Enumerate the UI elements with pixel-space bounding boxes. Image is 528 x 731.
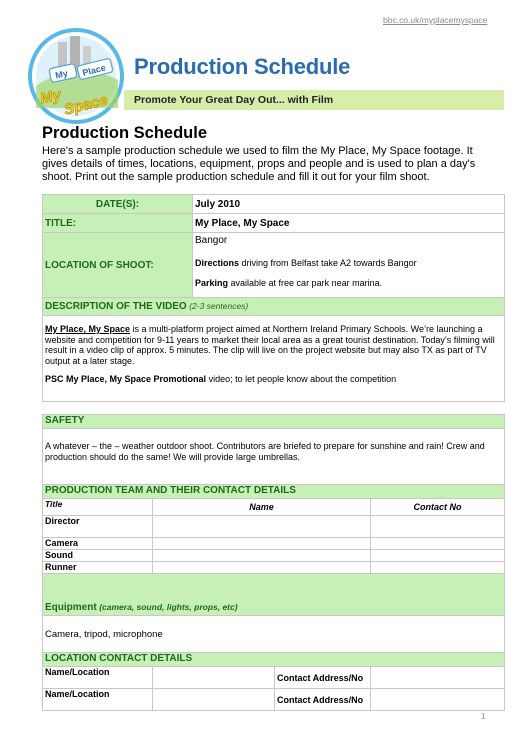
- role-runner: Runner: [43, 562, 153, 574]
- role-sound: Sound: [43, 550, 153, 562]
- intro-paragraph: Here's a sample production schedule we used to film the My Place, My Space footage. It gives details of times, locations, equipment, props and people and is used to plan a day's shoot. Print out the sample production schedule and fill it out for your film shoot.: [42, 145, 476, 183]
- role-camera: Camera: [43, 538, 153, 550]
- team-col-contact: Contact No: [371, 499, 505, 516]
- camera-name-cell[interactable]: [153, 538, 371, 550]
- equipment-row: [43, 616, 505, 653]
- team-row-camera: [43, 538, 505, 550]
- location-name-cell[interactable]: [153, 667, 275, 689]
- sound-name-cell[interactable]: [153, 550, 371, 562]
- team-header-row: [43, 485, 505, 499]
- schedule-table: [42, 194, 505, 402]
- svg-text:My: My: [54, 68, 69, 81]
- location-name-cell[interactable]: [153, 689, 275, 711]
- camera-contact-cell[interactable]: [371, 538, 505, 550]
- team-col-name: Name: [153, 499, 371, 516]
- parking-text: Parking available at free car park near marina.: [195, 278, 383, 288]
- document-title: Production Schedule: [42, 124, 208, 142]
- location-name: Bangor: [195, 235, 228, 246]
- tagline-bar: [124, 90, 504, 110]
- header-title: Production Schedule: [134, 54, 351, 79]
- location-contact-row: [43, 667, 505, 689]
- tagline: Promote Your Great Day Out... with Film: [134, 94, 334, 106]
- page-number: 1: [481, 712, 486, 721]
- location-address-label: Contact Address/No: [275, 667, 371, 689]
- equipment-header-row: [43, 574, 505, 616]
- director-name-cell[interactable]: [153, 516, 371, 538]
- director-contact-cell[interactable]: [371, 516, 505, 538]
- title-value[interactable]: My Place, My Space: [193, 214, 505, 233]
- location-address-cell[interactable]: [371, 667, 505, 689]
- psc-text: PSC My Place, My Space Promotional video; to let people know about the competition: [45, 374, 397, 384]
- title-label: TITLE:: [43, 214, 193, 233]
- safety-row: [43, 429, 505, 485]
- source-url[interactable]: bbc.co.uk/myplacemyspace: [383, 15, 488, 25]
- equipment-hint: (camera, sound, lights, props, etc): [99, 602, 238, 612]
- team-row-director: [43, 516, 505, 538]
- details-table: [42, 414, 505, 711]
- svg-text:My: My: [38, 86, 63, 108]
- team-col-title: Title: [43, 499, 153, 516]
- description-hint: (2-3 sentences): [189, 301, 249, 311]
- role-director: Director: [43, 516, 153, 538]
- title-row: [43, 214, 505, 233]
- dates-label: DATE(S):: [43, 195, 193, 214]
- safety-header-row: [43, 415, 505, 429]
- location-name-label: Name/Location: [43, 689, 153, 711]
- location-contact-label: LOCATION CONTACT DETAILS: [43, 653, 505, 667]
- location-name-label: Name/Location: [43, 667, 153, 689]
- my-place-my-space-logo: [28, 28, 124, 124]
- location-label: LOCATION OF SHOOT:: [43, 233, 193, 298]
- team-row-sound: [43, 550, 505, 562]
- runner-name-cell[interactable]: [153, 562, 371, 574]
- description-label: DESCRIPTION OF THE VIDEO: [45, 301, 187, 312]
- safety-text[interactable]: A whatever – the – weather outdoor shoot. Contributors are briefed to prepare for sunshine and rain! Crew and production should do the same! We will provide large umbrellas.: [43, 429, 505, 485]
- equipment-text[interactable]: Camera, tripod, microphone: [43, 616, 505, 653]
- team-row-runner: [43, 562, 505, 574]
- location-value[interactable]: [193, 233, 505, 298]
- svg-text:Place: Place: [81, 62, 107, 78]
- location-contact-header-row: [43, 653, 505, 667]
- team-label: PRODUCTION TEAM AND THEIR CONTACT DETAILS: [43, 485, 505, 499]
- description-header-row: [43, 298, 505, 316]
- sound-contact-cell[interactable]: [371, 550, 505, 562]
- location-row: [43, 233, 505, 298]
- equipment-label: Equipment: [45, 602, 97, 613]
- location-contact-row: [43, 689, 505, 711]
- equipment-header: [43, 574, 505, 616]
- dates-row: [43, 195, 505, 214]
- safety-label: SAFETY: [43, 415, 505, 429]
- location-address-label: Contact Address/No: [275, 689, 371, 711]
- description-text: My Place, My Space is a multi-platform project aimed at Northern Ireland Primary Schools. We’re launching a website and competition for 9-11 years to market their local area as a great tourist destination. Today’s filming will result in a video clip of approx. 5 minutes. The clip will live on the project website but may also TX as part of TV output at a later stage.: [45, 324, 495, 366]
- description-body[interactable]: [43, 316, 505, 402]
- runner-contact-cell[interactable]: [371, 562, 505, 574]
- location-address-cell[interactable]: [371, 689, 505, 711]
- dates-value[interactable]: July 2010: [193, 195, 505, 214]
- team-columns-row: [43, 499, 505, 516]
- directions-text: Directions driving from Belfast take A2 towards Bangor: [195, 258, 417, 268]
- description-header: [43, 298, 505, 316]
- svg-text:Space: Space: [62, 91, 110, 119]
- description-row: [43, 316, 505, 402]
